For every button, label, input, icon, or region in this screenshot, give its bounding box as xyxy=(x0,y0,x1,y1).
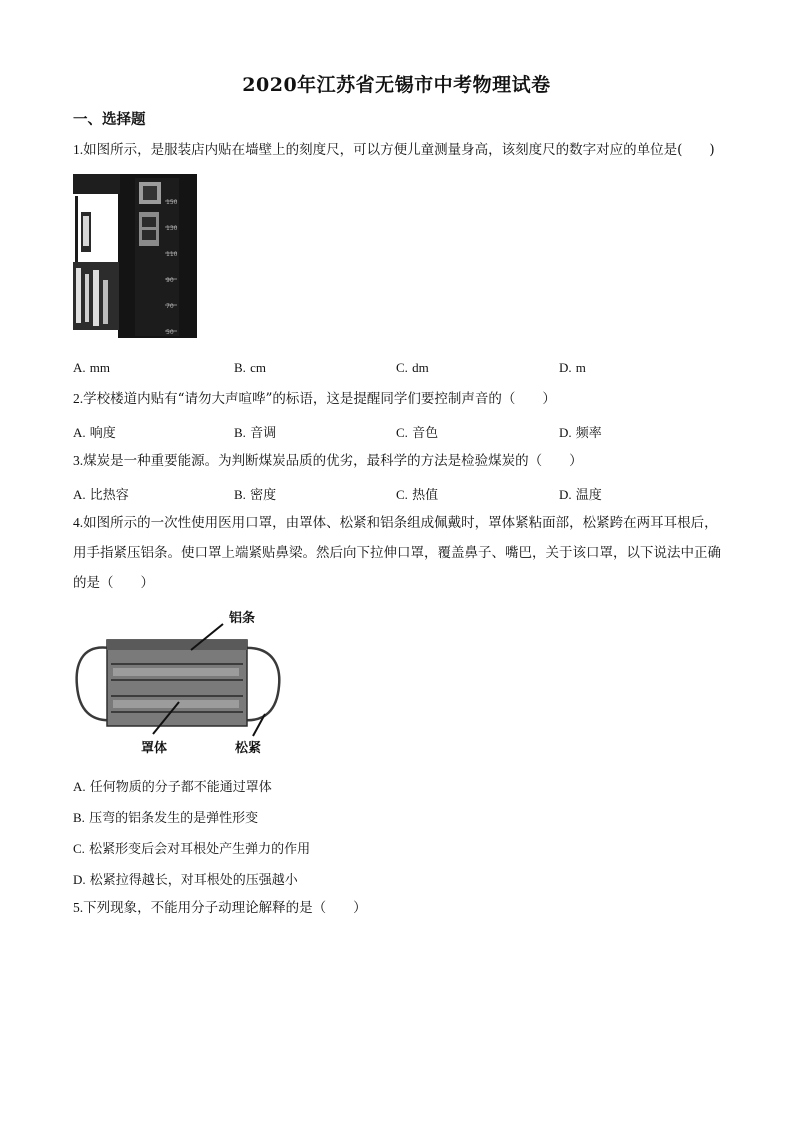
option-label: D. xyxy=(73,872,86,887)
option-label: A. xyxy=(73,360,86,375)
option-b[interactable] xyxy=(234,360,266,376)
option-c[interactable] xyxy=(73,838,310,857)
option-label: C. xyxy=(396,425,408,440)
option-b[interactable] xyxy=(73,807,258,826)
ruler-tick-label: 50 xyxy=(166,329,174,336)
option-text: mm xyxy=(89,360,111,375)
option-a[interactable] xyxy=(73,484,129,503)
option-label: C. xyxy=(396,487,408,502)
option-label: D. xyxy=(559,425,572,440)
option-label: C. xyxy=(396,360,408,375)
ruler-tick-label: 130 xyxy=(166,225,178,232)
option-label: D. xyxy=(559,487,572,502)
question-text: 如图所示的一次性使用医用口罩，由罩体、松紧和铝条组成佩戴时，罩体紧粘面部，松紧跨在两耳耳根后，用手指紧压铝条。使口罩上端紧贴鼻梁。然后向下拉伸口罩，覆盖鼻子、嘴巴，关于该口罩，以下说法中正确的是（ ） xyxy=(73,515,721,591)
ruler-photo-figure xyxy=(73,172,197,340)
question-text: 煤炭是一种重要能源。为判断煤炭品质的优劣，最科学的方法是检验煤炭的（ ） xyxy=(83,453,583,469)
aluminum-strip-label: 铝条 xyxy=(229,611,256,626)
option-a[interactable] xyxy=(73,422,116,441)
option-b[interactable] xyxy=(234,484,276,503)
option-text: 频率 xyxy=(575,426,602,441)
option-text: m xyxy=(575,360,586,375)
question-text: 下列现象，不能用分子动理论解释的是（ ） xyxy=(83,900,367,916)
ruler-tick-label: 150 xyxy=(166,199,178,206)
question-number: 1. xyxy=(73,142,84,157)
option-text: 松紧形变后会对耳根处产生弹力的作用 xyxy=(89,842,311,857)
question-text: 如图所示，是服装店内贴在墙壁上的刻度尺，可以方便儿童测量身高，该刻度尺的数字对应的单位是( ) xyxy=(83,142,715,158)
option-d[interactable] xyxy=(73,869,298,888)
mask-figure xyxy=(73,606,285,758)
option-text: 音调 xyxy=(250,426,277,441)
option-label: B. xyxy=(234,360,246,375)
option-text: 密度 xyxy=(250,488,277,503)
option-text: 任何物质的分子都不能通过罩体 xyxy=(89,780,272,795)
option-label: B. xyxy=(73,810,85,825)
ruler-tick-label: 70 xyxy=(166,303,174,310)
option-text: dm xyxy=(412,360,429,375)
option-c[interactable] xyxy=(396,484,438,503)
page-title: 2020年江苏省无锡市中考物理试卷 xyxy=(242,74,551,96)
mask-body-label: 罩体 xyxy=(141,741,168,756)
question-number: 3. xyxy=(73,453,84,468)
section-heading: 一、选择题 xyxy=(73,111,146,128)
ruler-tick-label: 110 xyxy=(166,251,178,258)
question-4 xyxy=(73,508,723,598)
option-a[interactable] xyxy=(73,776,272,795)
question-text: 学校楼道内贴有“请勿大声喧哗”的标语，这是提醒同学们要控制声音的（ ） xyxy=(83,391,556,407)
question-number: 2. xyxy=(73,391,84,406)
option-label: B. xyxy=(234,487,246,502)
option-text: 压弯的铝条发生的是弹性形变 xyxy=(89,811,259,826)
option-label: D. xyxy=(559,360,572,375)
option-text: 温度 xyxy=(575,488,602,503)
option-text: 比热容 xyxy=(89,488,129,503)
question-3 xyxy=(73,446,583,476)
ruler-tick-label: 90 xyxy=(166,277,174,284)
option-c[interactable] xyxy=(396,360,429,376)
option-text: cm xyxy=(250,360,266,375)
question-number: 4. xyxy=(73,515,84,530)
option-label: B. xyxy=(234,425,246,440)
option-text: 响度 xyxy=(89,426,116,441)
option-text: 热值 xyxy=(412,488,439,503)
question-5 xyxy=(73,893,367,923)
option-d[interactable] xyxy=(559,484,602,503)
question-1 xyxy=(73,135,715,165)
option-a[interactable] xyxy=(73,360,110,376)
question-number: 5. xyxy=(73,900,84,915)
option-c[interactable] xyxy=(396,422,438,441)
question-2 xyxy=(73,384,556,414)
option-label: C. xyxy=(73,841,85,856)
option-text: 松紧拉得越长，对耳根处的压强越小 xyxy=(89,873,298,888)
elastic-label: 松紧 xyxy=(235,741,262,756)
option-d[interactable] xyxy=(559,422,602,441)
option-label: A. xyxy=(73,487,86,502)
option-label: A. xyxy=(73,425,86,440)
option-label: A. xyxy=(73,779,86,794)
option-d[interactable] xyxy=(559,360,586,376)
option-b[interactable] xyxy=(234,422,276,441)
option-text: 音色 xyxy=(412,426,439,441)
